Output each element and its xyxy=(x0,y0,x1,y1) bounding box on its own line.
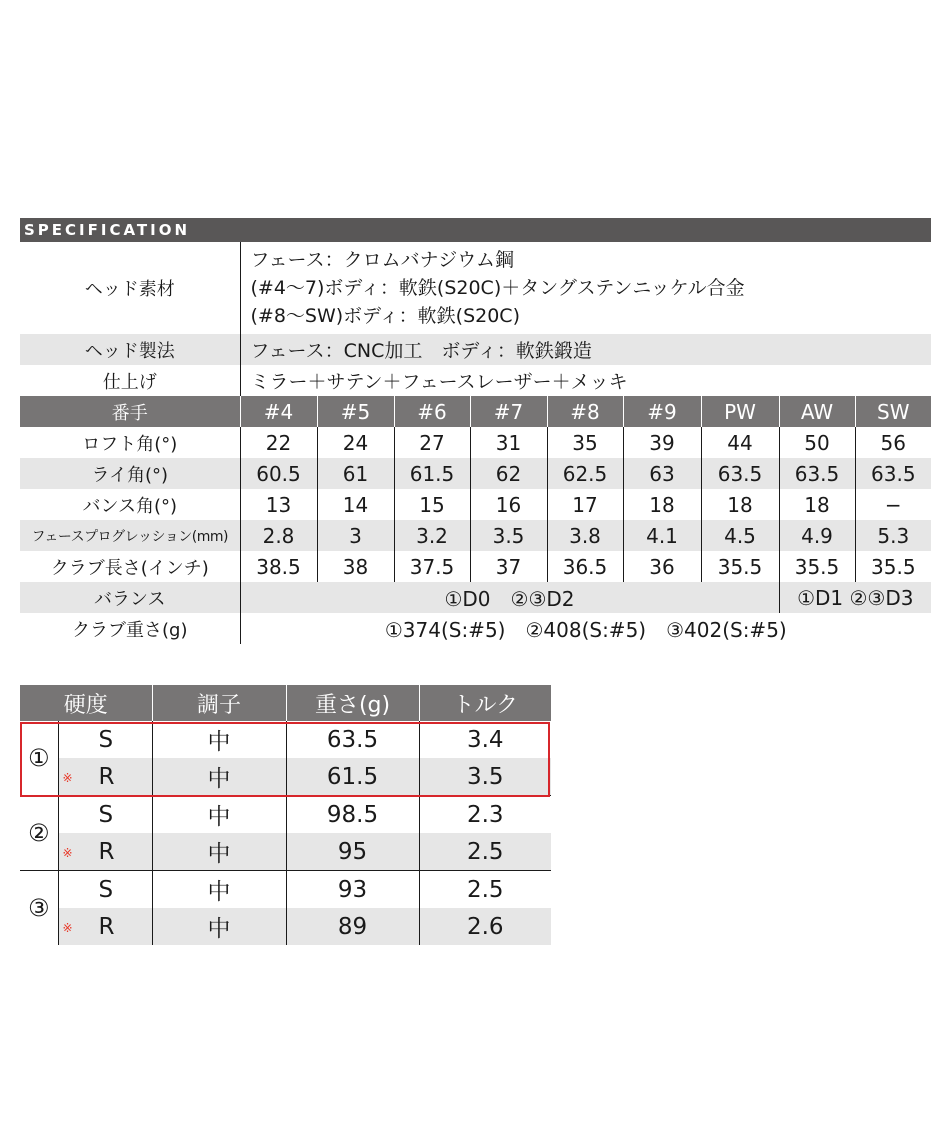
cell-loft: 24 xyxy=(317,427,394,458)
value-balance-irons: ①D0 ②③D2 xyxy=(240,582,779,613)
cell-number: PW xyxy=(701,396,779,427)
cell-kick: 中 xyxy=(152,833,286,871)
label-lie: ライ角(°) xyxy=(20,458,240,489)
flex-value: S xyxy=(98,876,114,903)
header-kick-point: 調子 xyxy=(152,685,286,721)
spec-grid xyxy=(20,242,931,644)
shaft-group-label: ③ xyxy=(20,871,58,946)
cell-flex xyxy=(58,758,152,796)
cell-face-progression: 3.8 xyxy=(547,520,623,551)
cell-number: #9 xyxy=(623,396,701,427)
shaft-header-row xyxy=(20,685,551,721)
label-face-progression: フェースプログレッション(mm) xyxy=(20,520,240,551)
cell-bounce: 16 xyxy=(470,489,547,520)
cell-flex xyxy=(58,908,152,945)
cell-flex xyxy=(58,796,152,834)
cell-bounce: 17 xyxy=(547,489,623,520)
cell-bounce: 15 xyxy=(394,489,470,520)
cell-kick: 中 xyxy=(152,908,286,945)
shaft-group-label: ② xyxy=(20,796,58,871)
value-balance-wedges: ①D1 ②③D3 xyxy=(779,582,931,613)
cell-lie: 62 xyxy=(470,458,547,489)
cell-loft: 22 xyxy=(240,427,317,458)
cell-weight: 98.5 xyxy=(286,796,419,834)
cell-face-progression: 4.1 xyxy=(623,520,701,551)
cell-lie: 63.5 xyxy=(701,458,779,489)
cell-length: 37.5 xyxy=(394,551,470,582)
cell-face-progression: 3.5 xyxy=(470,520,547,551)
row-head-method xyxy=(20,334,931,365)
shaft-group-label: ① xyxy=(20,721,58,796)
cell-flex xyxy=(58,871,152,909)
cell-lie: 63.5 xyxy=(855,458,931,489)
value-finish: ミラー＋サテン＋フェースレーザー＋メッキ xyxy=(240,365,931,396)
cell-length: 35.5 xyxy=(779,551,855,582)
cell-lie: 63 xyxy=(623,458,701,489)
value-head-method: フェース：CNC加工 ボディ：軟鉄鍛造 xyxy=(240,334,931,365)
cell-lie: 60.5 xyxy=(240,458,317,489)
cell-kick: 中 xyxy=(152,796,286,834)
label-club-weight: クラブ重さ(g) xyxy=(20,613,240,644)
flex-value: S xyxy=(98,726,114,753)
shaft-row xyxy=(20,908,551,945)
cell-flex xyxy=(58,721,152,758)
label-loft: ロフト角(°) xyxy=(20,427,240,458)
row-finish xyxy=(20,365,931,396)
cell-kick: 中 xyxy=(152,721,286,758)
value-head-material xyxy=(240,242,931,334)
cell-lie: 63.5 xyxy=(779,458,855,489)
cell-kick: 中 xyxy=(152,871,286,909)
cell-number: AW xyxy=(779,396,855,427)
header-weight: 重さ(g) xyxy=(286,685,419,721)
flex-value: R xyxy=(98,763,115,790)
cell-torque: 2.6 xyxy=(419,908,551,945)
flex-value: R xyxy=(98,913,115,940)
shaft-table xyxy=(20,685,551,945)
row-face-progression xyxy=(20,520,931,551)
cell-loft: 39 xyxy=(623,427,701,458)
shaft-row xyxy=(20,871,551,909)
label-finish: 仕上げ xyxy=(20,365,240,396)
cell-length: 35.5 xyxy=(855,551,931,582)
cell-length: 38.5 xyxy=(240,551,317,582)
cell-length: 36.5 xyxy=(547,551,623,582)
cell-weight: 93 xyxy=(286,871,419,909)
flex-value: S xyxy=(98,801,114,828)
cell-face-progression: 4.9 xyxy=(779,520,855,551)
cell-face-progression: 5.3 xyxy=(855,520,931,551)
flex-value: R xyxy=(98,838,115,865)
row-bounce xyxy=(20,489,931,520)
cell-face-progression: 2.8 xyxy=(240,520,317,551)
cell-face-progression: 4.5 xyxy=(701,520,779,551)
cell-loft: 50 xyxy=(779,427,855,458)
label-length: クラブ長さ(インチ) xyxy=(20,551,240,582)
cell-length: 37 xyxy=(470,551,547,582)
head-material-line-3: (#8〜SW)ボディ：軟鉄(S20C) xyxy=(250,305,520,327)
row-head-material xyxy=(20,242,931,334)
shaft-row xyxy=(20,758,551,796)
cell-bounce: − xyxy=(855,489,931,520)
cell-length: 35.5 xyxy=(701,551,779,582)
row-club-weight xyxy=(20,613,931,644)
cell-loft: 31 xyxy=(470,427,547,458)
label-head-method: ヘッド製法 xyxy=(20,334,240,365)
cell-number: #7 xyxy=(470,396,547,427)
cell-kick: 中 xyxy=(152,758,286,796)
label-head-material: ヘッド素材 xyxy=(20,242,240,334)
row-club-numbers xyxy=(20,396,931,427)
cell-loft: 35 xyxy=(547,427,623,458)
cell-length: 38 xyxy=(317,551,394,582)
cell-number: SW xyxy=(855,396,931,427)
note-mark: ※ xyxy=(62,846,73,860)
shaft-grid xyxy=(20,685,551,945)
shaft-row xyxy=(20,796,551,834)
cell-weight: 95 xyxy=(286,833,419,871)
cell-loft: 44 xyxy=(701,427,779,458)
specification-header: SPECIFICATION xyxy=(20,218,931,242)
cell-torque: 2.3 xyxy=(419,796,551,834)
cell-torque: 2.5 xyxy=(419,871,551,909)
row-lie xyxy=(20,458,931,489)
cell-torque: 3.5 xyxy=(419,758,551,796)
head-material-line-2: (#4〜7)ボディ：軟鉄(S20C)＋タングステンニッケル合金 xyxy=(250,277,745,299)
cell-number: #5 xyxy=(317,396,394,427)
specification-table xyxy=(20,218,931,644)
row-length xyxy=(20,551,931,582)
value-club-weight: ①374(S:#5) ②408(S:#5) ③402(S:#5) xyxy=(384,618,787,642)
row-balance xyxy=(20,582,931,613)
cell-length: 36 xyxy=(623,551,701,582)
cell-bounce: 18 xyxy=(779,489,855,520)
header-flex: 硬度 xyxy=(20,685,152,721)
cell-lie: 62.5 xyxy=(547,458,623,489)
cell-loft: 56 xyxy=(855,427,931,458)
label-club-numbers: 番手 xyxy=(20,396,240,427)
cell-face-progression: 3 xyxy=(317,520,394,551)
cell-number: #6 xyxy=(394,396,470,427)
header-torque: トルク xyxy=(419,685,551,721)
cell-bounce: 14 xyxy=(317,489,394,520)
row-loft xyxy=(20,427,931,458)
note-mark: ※ xyxy=(62,771,73,785)
cell-flex xyxy=(58,833,152,871)
cell-bounce: 13 xyxy=(240,489,317,520)
cell-bounce: 18 xyxy=(701,489,779,520)
cell-number: #8 xyxy=(547,396,623,427)
cell-weight: 89 xyxy=(286,908,419,945)
head-material-line-1: フェース：クロムバナジウム鋼 xyxy=(250,249,515,271)
cell-loft: 27 xyxy=(394,427,470,458)
label-bounce: バンス角(°) xyxy=(20,489,240,520)
cell-bounce: 18 xyxy=(623,489,701,520)
shaft-row xyxy=(20,721,551,758)
label-balance: バランス xyxy=(20,582,240,613)
cell-face-progression: 3.2 xyxy=(394,520,470,551)
cell-torque: 3.4 xyxy=(419,721,551,758)
cell-number: #4 xyxy=(240,396,317,427)
shaft-row xyxy=(20,833,551,871)
cell-lie: 61 xyxy=(317,458,394,489)
cell-torque: 2.5 xyxy=(419,833,551,871)
note-mark: ※ xyxy=(62,921,73,935)
cell-lie: 61.5 xyxy=(394,458,470,489)
cell-weight: 61.5 xyxy=(286,758,419,796)
cell-weight: 63.5 xyxy=(286,721,419,758)
